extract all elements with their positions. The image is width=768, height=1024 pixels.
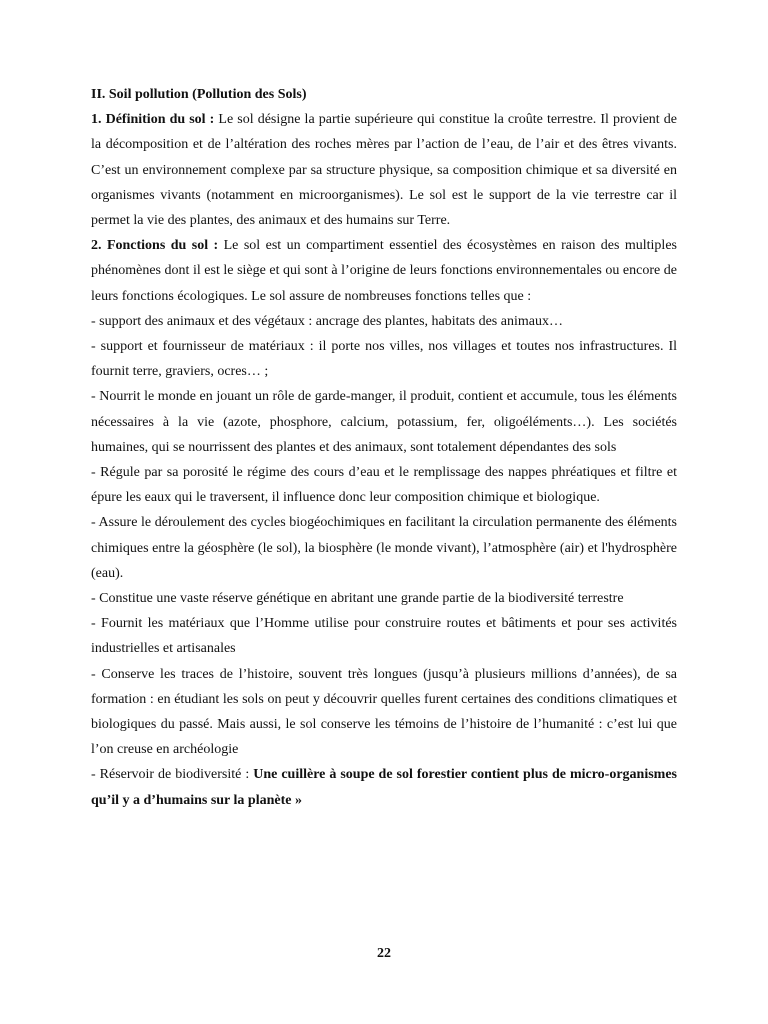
biodiversity-fact: Une cuillère à soupe de sol forestier contient plus de micro-organismes qu’il y a d’humains sur la planète » xyxy=(91,767,677,808)
functions-paragraph xyxy=(91,233,677,309)
function-item: - Fournit les matériaux que l’Homme utilise pour construire routes et bâtiments et pour ses activités industrielles et artisanales xyxy=(91,616,677,657)
definition-heading: 1. Définition du sol : xyxy=(91,112,215,128)
section-title: II. Soil pollution (Pollution des Sols) xyxy=(91,87,307,102)
biodiversity-prefix: - Réservoir de biodiversité : xyxy=(91,767,254,783)
functions-intro: Le sol est un compartiment essentiel des écosystèmes en raison des multiples phénomènes dont il est le siège et qui sont à l’origine de leurs fonctions environnementales ou encore de leurs fonctions écologiques. Le sol assure de nombreuses fonctions telles que : xyxy=(91,238,677,304)
definition-paragraph xyxy=(91,107,677,233)
definition-text: Le sol désigne la partie supérieure qui constitue la croûte terrestre. Il provient de la décomposition et de l’altération des roches mères par l’action de l’eau, de l’air et des êtres vivants. C’est un environnement complexe par sa structure physique, sa composition chimique et sa diversité en organismes vivants (notamment en microorganismes). Le sol est le support de la vie terrestre car il permet la vie des plantes, des animaux et des humains sur Terre. xyxy=(91,112,677,229)
functions-heading: 2. Fonctions du sol : xyxy=(91,238,219,254)
function-item: - support et fournisseur de matériaux : il porte nos villes, nos villages et toutes nos infrastructures. Il fournit terre, graviers, ocres… ; xyxy=(91,339,677,380)
function-item: - Assure le déroulement des cycles biogéochimiques en facilitant la circulation permanente des éléments chimiques entre la géosphère (le sol), la biosphère (le monde vivant), l’atmosphère (air) et l'hydrosphère (eau). xyxy=(91,515,677,581)
function-item: - Nourrit le monde en jouant un rôle de garde-manger, il produit, contient et accumule, tous les éléments nécessaires à la vie (azote, phosphore, calcium, potassium, fer, oligoéléments…). Les sociétés humaines, qui se nourrissent des plantes et des animaux, sont totalement dépendantes des sols xyxy=(91,389,677,455)
function-item: - support des animaux et des végétaux : ancrage des plantes, habitats des animaux… xyxy=(91,313,563,329)
function-item-biodiversity xyxy=(91,762,677,812)
page-number: 22 xyxy=(377,946,391,961)
function-item: - Constitue une vaste réserve génétique en abritant une grande partie de la biodiversité terrestre xyxy=(91,591,624,607)
function-item: - Conserve les traces de l’histoire, souvent très longues (jusqu’à plusieurs millions d’années), de sa formation : en étudiant les sols on peut y découvrir quelles furent certaines des conditions climatiques et biologiques du passé. Mais aussi, le sol conserve les témoins de l’histoire de l’humanité : c’est lui que l’on creuse en archéologie xyxy=(91,666,677,758)
function-item: - Régule par sa porosité le régime des cours d’eau et le remplissage des nappes phréatiques et filtre et épure les eaux qui le traversent, il influence donc leur composition chimique et biologique. xyxy=(91,465,677,506)
document-page xyxy=(91,82,677,813)
